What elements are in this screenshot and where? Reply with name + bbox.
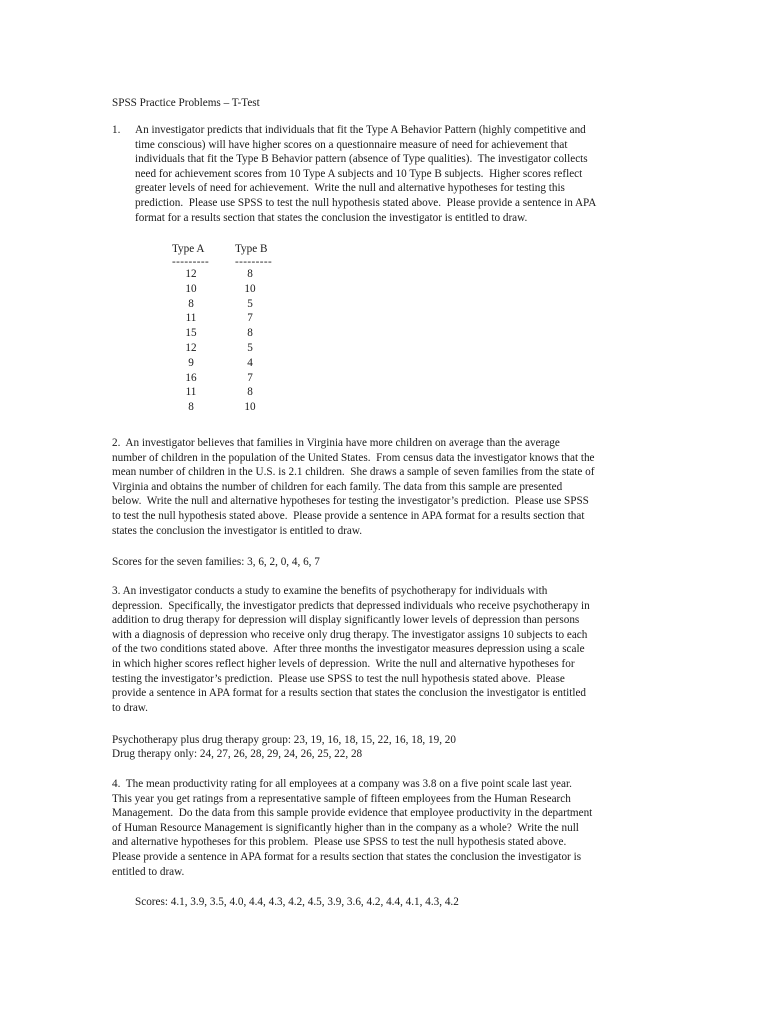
document-title: SPSS Practice Problems – T-Test	[112, 97, 260, 109]
problem-1-line: prediction. Please use SPSS to test the null hypothesis stated above. Please provide a sentence in APA	[135, 196, 597, 209]
problem-2-line: 2. An investigator believes that families in Virginia have more children on average than the average	[112, 437, 560, 449]
type-a-cell: 11	[185, 386, 197, 399]
type-b-cell: 8	[247, 386, 253, 399]
problem-2-line: to test the null hypothesis stated above. Please provide a sentence in APA format for a results section that	[112, 509, 585, 522]
type-a-cell: 16	[185, 371, 197, 384]
problem-2-scores: Scores for the seven families: 3, 6, 2, 0, 4, 6, 7	[112, 556, 320, 568]
type-b-cell: 10	[244, 282, 256, 295]
problem-2-line: number of children in the population of the United States. From census data the investigator knows that the	[112, 451, 595, 464]
problem-4-line: and alternative hypotheses for this problem. Please use SPSS to test the null hypothesis stated above.	[112, 836, 567, 849]
type-a-cell: 10	[185, 282, 197, 295]
problem-3-line: of the two conditions stated above. After three months the investigator measures depression using a scale	[112, 643, 585, 656]
type-b-cell: 7	[247, 312, 253, 325]
type-a-divider: ---------	[172, 256, 210, 268]
type-a-cell: 15	[185, 327, 197, 340]
problem-3-group-1-scores: Psychotherapy plus drug therapy group: 23, 19, 16, 18, 15, 22, 16, 18, 19, 20	[112, 734, 456, 746]
type-b-cell: 8	[247, 268, 253, 280]
problem-3-line: with a diagnosis of depression who receive only drug therapy. The investigator assigns 10 subjects to each	[112, 628, 588, 641]
problem-1-line: format for a results section that states the conclusion the investigator is entitled to draw.	[135, 211, 528, 224]
problem-1-text	[135, 123, 596, 225]
problem-3-text	[112, 584, 590, 715]
problem-2-line: mean number of children in the U.S. is 2.1 children. She draws a sample of seven families from the state of	[112, 466, 595, 479]
problem-3-line: in which higher scores reflect higher levels of depression. Write the null and alternative hypotheses for	[112, 657, 575, 670]
type-b-cell: 7	[247, 371, 253, 384]
problem-1-line: need for achievement scores from 10 Type A subjects and 10 Type B subjects. Higher scores reflect	[135, 167, 583, 180]
problem-3-line: addition to drug therapy for depression will display significantly lower levels of depression than persons	[112, 614, 580, 627]
problem-4-scores: Scores: 4.1, 3.9, 3.5, 4.0, 4.4, 4.3, 4.2, 4.5, 3.9, 3.6, 4.2, 4.4, 4.1, 4.3, 4.2	[135, 896, 459, 908]
problem-2-line: Virginia and obtains the number of children for each family. The data from this sample are presented	[112, 480, 563, 493]
problem-4-line: of Human Resource Management is significantly higher than in the company as a whole? Write the null	[112, 821, 579, 834]
problem-1-line: time conscious) will have higher scores on a questionnaire measure of need for achievement that	[135, 138, 568, 151]
type-b-column	[222, 242, 278, 415]
type-b-cell: 5	[247, 341, 253, 354]
problem-3-line: 3. An investigator conducts a study to examine the benefits of psychotherapy for individuals with	[112, 585, 548, 597]
problem-1-number: 1.	[112, 124, 121, 136]
problem-3-group-2-scores: Drug therapy only: 24, 27, 26, 28, 29, 24, 26, 25, 22, 28	[112, 748, 363, 760]
type-a-cell: 8	[188, 297, 194, 310]
problem-2-line: states the conclusion the investigator is entitled to draw.	[112, 524, 363, 537]
type-a-cell: 12	[185, 268, 197, 280]
problem-1-line: individuals that fit the Type B Behavior pattern (absence of Type qualities). The investigator collects	[135, 153, 588, 166]
problem-3-line: provide a sentence in APA format for a results section that states the conclusion the investigator is entitled	[112, 687, 587, 700]
problem-4-line: Management. Do the data from this sample provide evidence that employee productivity in the department	[112, 807, 593, 820]
problem-1-line: greater levels of need for achievement. Write the null and alternative hypotheses for testing this	[135, 182, 565, 195]
problem-1-line: An investigator predicts that individuals that fit the Type A Behavior Pattern (highly competitive and	[135, 124, 586, 136]
problem-4-text	[112, 777, 592, 879]
problem-4-line: This year you get ratings from a representative sample of fifteen employees from the Human Research	[112, 792, 571, 805]
type-a-cell: 11	[185, 312, 197, 325]
type-a-column	[163, 242, 219, 415]
problem-4-line: Please provide a sentence in APA format for a results section that states the conclusion the investigator is	[112, 850, 582, 863]
type-a-cell: 8	[188, 401, 194, 414]
problem-3-line: testing the investigator’s prediction. Please use SPSS to test the null hypothesis stated above. Please	[112, 672, 565, 685]
problem-3-line: to draw.	[112, 701, 148, 714]
problem-4-line: 4. The mean productivity rating for all employees at a company was 3.8 on a five point scale last year.	[112, 778, 572, 790]
type-b-cell: 10	[244, 401, 256, 414]
problem-4-line: entitled to draw.	[112, 865, 185, 878]
type-a-cell: 12	[185, 341, 197, 354]
type-a-header: Type A	[172, 243, 205, 255]
type-a-cell: 9	[188, 356, 194, 369]
type-b-cell: 5	[247, 297, 253, 310]
problem-3-line: depression. Specifically, the investigator predicts that depressed individuals who receive psychotherapy in	[112, 599, 590, 612]
type-b-divider: ---------	[235, 256, 273, 268]
type-b-cell: 8	[247, 327, 253, 340]
problem-2-text	[112, 436, 595, 538]
type-b-header: Type B	[235, 243, 268, 255]
problem-2-line: below. Write the null and alternative hypotheses for testing the investigator’s prediction. Please use SPSS	[112, 495, 589, 508]
type-b-cell: 4	[247, 356, 253, 369]
